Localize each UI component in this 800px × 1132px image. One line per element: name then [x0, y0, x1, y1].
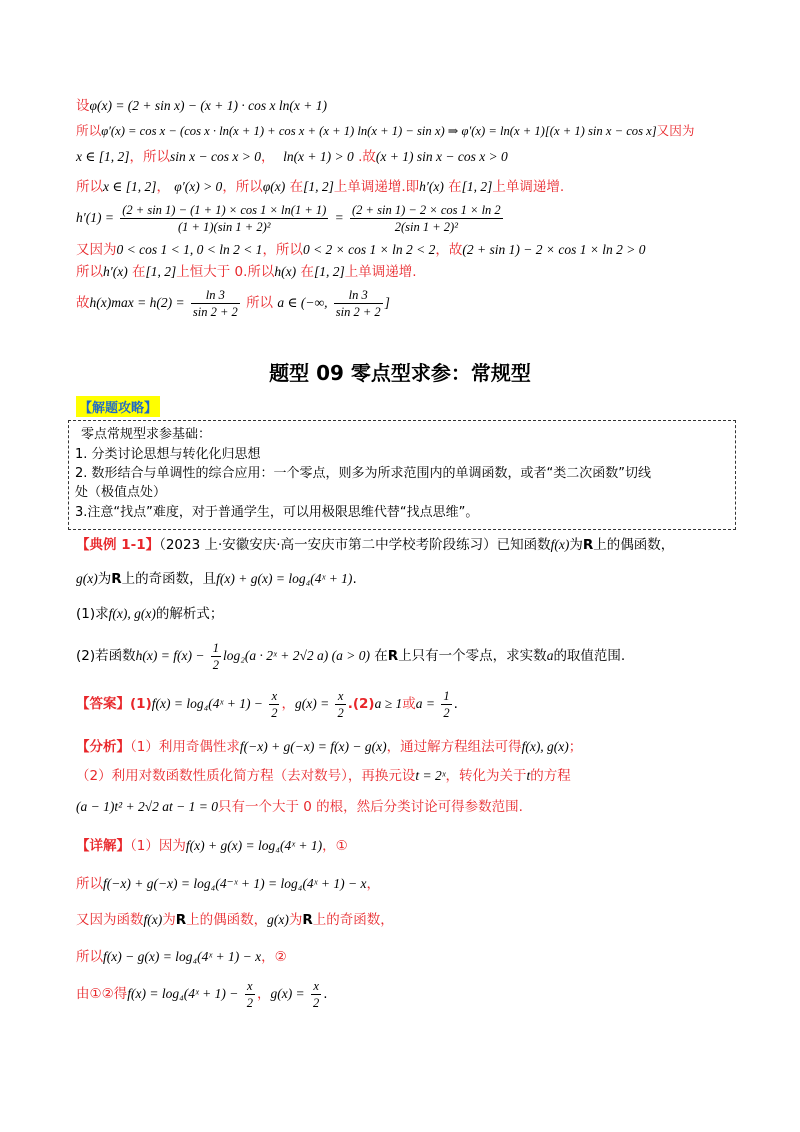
math-expression: (a − 1)t² + 2√2 at − 1 = 0 [76, 799, 219, 814]
fraction [441, 688, 451, 721]
text: ； [568, 739, 583, 755]
text: ，所以 [129, 149, 170, 165]
math-expression: t = 2ˣ [415, 768, 446, 783]
fraction [245, 978, 255, 1011]
numerator: 1 [443, 688, 450, 703]
text: 上的偶函数， [593, 537, 675, 553]
detail-line-4 [76, 947, 287, 967]
math-expression: f(x) + g(x) = log₄(4ˣ + 1) [185, 838, 323, 853]
fraction [191, 287, 240, 320]
real-set-symbol: R [387, 648, 399, 664]
text: ，② [261, 949, 287, 965]
text: 在 [289, 179, 304, 195]
strategy-line-5: 3.注意“找点”难度，对于普通学生，可以用极限思维代替“找点思维”。 [75, 505, 479, 520]
text: 在 [448, 179, 462, 195]
text: . [352, 571, 357, 587]
real-set-symbol: R [302, 912, 313, 928]
text: 设 [76, 98, 90, 114]
text: 为 [97, 571, 112, 587]
text: ，故 [435, 242, 463, 258]
section-title: 题型 09 零点型求参：常规型 [269, 361, 531, 385]
solution-line-4 [76, 177, 564, 197]
denominator: (1 + 1)(sin 1 + 2)² [178, 220, 271, 234]
fraction [311, 978, 321, 1011]
math-expression: g(x) = [294, 696, 330, 711]
question-2 [76, 638, 625, 674]
math-expression: (x + 1) sin x − cos x > 0 [375, 149, 508, 164]
strategy-line-4: 处（极值点处） [75, 485, 167, 500]
denominator: 2(sin 1 + 2)² [394, 220, 458, 234]
math-expression: f(−x) + g(−x) = log₄(4⁻ˣ + 1) = log₄(4ˣ + 1) − x [103, 876, 367, 891]
solution-line-8 [76, 285, 390, 321]
text: ，所以 [262, 242, 303, 258]
text: ， [256, 986, 271, 1002]
math-expression: φ(x) [262, 179, 286, 194]
text: (1) [130, 696, 152, 712]
text: 又因为 [76, 242, 117, 258]
denominator: 2 [312, 995, 320, 1010]
detail-tag: 【详解】 [76, 838, 130, 854]
text: . [453, 696, 458, 712]
text: 所以 [76, 876, 103, 892]
fraction [334, 287, 383, 320]
math-expression: ln(x + 1) > 0 [283, 149, 354, 164]
text: 所以 [76, 179, 103, 195]
numerator: ln 3 [334, 287, 383, 304]
solution-line-6 [76, 240, 646, 260]
math-expression: x ∈ [1, 2] [76, 149, 130, 164]
solution-line-5 [76, 200, 505, 236]
solution-line-1 [76, 96, 327, 116]
math-expression: [1, 2] [145, 264, 177, 279]
math-expression: 0 < 2 × cos 1 × ln 2 < 2 [302, 242, 436, 257]
math-expression: f(x) + g(x) = log₄(4ˣ + 1) [216, 571, 353, 586]
text: 上的奇函数，且 [121, 571, 217, 587]
fraction [211, 640, 221, 673]
text: 又因为函数 [76, 912, 144, 928]
text: (1)求 [76, 606, 109, 622]
denominator: 2 [246, 995, 253, 1010]
text: 上单调递增.即 [333, 179, 420, 195]
math-expression: h(x) = f(x) − [135, 648, 205, 663]
denominator: sin 2 + 2 [335, 305, 381, 319]
math-expression: 0 < cos 1 < 1, 0 < ln 2 < 1 [116, 242, 263, 257]
text: ，通过解方程组法可得 [386, 739, 522, 755]
math-expression: sin x − cos x > 0 [170, 149, 261, 164]
math-expression: φ(x) = (2 + sin x) − (x + 1) · cos x ln(x + 1) [89, 98, 327, 113]
text: ， [281, 696, 295, 712]
math-expression: φ′(x) > 0 [174, 179, 223, 194]
text: 在 [300, 264, 314, 280]
analysis-line-2 [76, 766, 571, 786]
math-expression: f(x) = log₄(4ˣ + 1) − [151, 696, 263, 711]
detail-line-5 [76, 976, 328, 1012]
text: ， [366, 876, 380, 892]
math-expression: f(x) [550, 537, 570, 552]
text: 为 [162, 912, 176, 928]
math-expression: log₂(a · 2ˣ + 2√2 a) (a > 0) [222, 648, 370, 663]
numerator: x [269, 688, 279, 705]
strategy-tag: 【解题攻略】 [76, 396, 160, 417]
math-expression: ] [384, 295, 390, 310]
text: （2）利用对数函数性质化简方程（去对数号），再换元设 [76, 768, 416, 784]
math-expression: h(x) [274, 264, 297, 279]
math-expression: a ∈ (−∞, [277, 295, 328, 310]
analysis-line-3 [76, 797, 523, 817]
text: 所以 [246, 295, 274, 311]
fraction [335, 688, 345, 721]
math-expression: g(x) [267, 912, 289, 927]
text: . [323, 986, 328, 1002]
strategy-line-3: 2. 数形结合与单调性的综合应用：一个零点，则多为所求范围内的单调函数，或者“类二次函数”切线 [75, 466, 652, 481]
strategy-line-2: 1. 分类讨论思想与转化化归思想 [75, 447, 261, 462]
example-tag: 【典例 1-1】 [76, 537, 160, 553]
text: 的取值范围. [553, 648, 626, 664]
numerator: x [245, 978, 255, 995]
text: 所以 [76, 123, 102, 138]
real-set-symbol: R [111, 571, 122, 587]
text: 上只有一个零点，求实数 [398, 648, 547, 664]
text: 只有一个大于 0 的根，然后分类讨论可得参数范围. [218, 799, 523, 815]
math-expression: f(x), g(x) [108, 606, 156, 621]
math-expression: g(x) [76, 571, 98, 586]
numerator: x [335, 688, 345, 705]
example-line-1 [76, 535, 674, 555]
text: （1）利用奇偶性求 [130, 739, 240, 755]
fraction [269, 688, 279, 721]
text: .故 [358, 149, 376, 165]
text: ，所以 [222, 179, 263, 195]
math-expression: a ≥ 1 [374, 696, 403, 711]
math-expression: (2 + sin 1) − 2 × cos 1 × ln 2 > 0 [462, 242, 646, 257]
numerator: x [311, 978, 321, 995]
text: 上单调递增. [344, 264, 417, 280]
text: 上单调递增. [492, 179, 565, 195]
math-expression: t [526, 768, 531, 783]
math-expression: h(x)max = h(2) = [89, 295, 185, 310]
math-expression: g(x) = [270, 986, 305, 1001]
math-expression: f(x), g(x) [521, 739, 569, 754]
text: 所以 [76, 949, 103, 965]
fraction [120, 202, 328, 235]
denominator: 2 [337, 705, 344, 720]
denominator: 2 [271, 705, 278, 720]
denominator: sin 2 + 2 [192, 305, 238, 319]
text: 又因为 [656, 123, 695, 138]
text: 的解析式； [155, 606, 224, 622]
math-expression: x ∈ [1, 2] [103, 179, 157, 194]
text: 由①②得 [76, 986, 128, 1002]
math-expression: [1, 2] [313, 264, 345, 279]
math-expression: = [334, 210, 344, 225]
text: ，转化为关于 [445, 768, 527, 784]
analysis-tag: 【分析】 [76, 739, 130, 755]
math-expression: f(x) = log₄(4ˣ + 1) − [127, 986, 239, 1001]
numerator: 1 [212, 640, 219, 655]
answer-tag: 【答案】 [76, 696, 130, 712]
math-expression: [1, 2] [461, 179, 493, 194]
text: ， [260, 149, 275, 165]
text: 为 [288, 912, 303, 928]
numerator: ln 3 [191, 287, 240, 304]
answer-line [76, 686, 458, 722]
text: （2023 上·安徽安庆·高一安庆市第二中学校考阶段练习）已知函数 [159, 537, 551, 553]
analysis-line-1 [76, 737, 582, 757]
denominator: 2 [212, 657, 219, 672]
text: 上的奇函数， [312, 912, 394, 928]
math-expression: a [546, 648, 554, 663]
math-expression: f(−x) + g(−x) = f(x) − g(x) [239, 739, 387, 754]
strategy-line-1: 零点常规型求参基础： [81, 427, 212, 442]
text: 的方程 [530, 768, 571, 784]
text: .(2) [347, 696, 375, 712]
numerator: (2 + sin 1) − 2 × cos 1 × ln 2 [352, 203, 501, 217]
solution-line-7 [76, 262, 417, 282]
math-expression: φ′(x) = cos x − (cos x · ln(x + 1) + cos x + (x + 1) ln(x + 1) − sin x) ⇒ φ′(x) = ln(x + 1)[(x + 1) sin x − cos x] [101, 124, 657, 138]
fraction [350, 202, 503, 235]
text: ，① [322, 838, 348, 854]
text: 在 [131, 264, 146, 280]
denominator: 2 [443, 705, 450, 720]
text: 上的偶函数， [186, 912, 268, 928]
text: 上恒大于 0.所以 [176, 264, 275, 280]
text: 在 [374, 648, 388, 664]
solution-line-3 [76, 147, 508, 167]
text: 为 [569, 537, 583, 553]
question-1 [76, 604, 223, 624]
real-set-symbol: R [175, 912, 187, 928]
detail-line-1 [76, 836, 348, 856]
math-expression: f(x) − g(x) = log₄(4ˣ + 1) − x [103, 949, 262, 964]
math-expression: h′(x) [103, 264, 128, 279]
real-set-symbol: R [582, 537, 594, 553]
text: 或 [402, 696, 416, 712]
strategy-box [68, 420, 736, 530]
text: 所以 [76, 264, 103, 280]
text: ， [156, 179, 170, 195]
detail-line-2 [76, 874, 380, 894]
text: (2)若函数 [76, 648, 136, 664]
math-expression: f(x) [143, 912, 163, 927]
math-expression: h′(x) [419, 179, 444, 194]
math-expression: [1, 2] [303, 179, 334, 194]
math-expression: h′(1) = [76, 210, 114, 225]
detail-line-3 [76, 910, 394, 930]
math-expression: a = [415, 696, 436, 711]
text: （1）因为 [130, 838, 186, 854]
numerator: (2 + sin 1) − (1 + 1) × cos 1 × ln(1 + 1) [122, 203, 327, 217]
solution-line-2 [76, 121, 694, 141]
example-line-2 [76, 569, 357, 589]
text: 故 [76, 295, 90, 311]
